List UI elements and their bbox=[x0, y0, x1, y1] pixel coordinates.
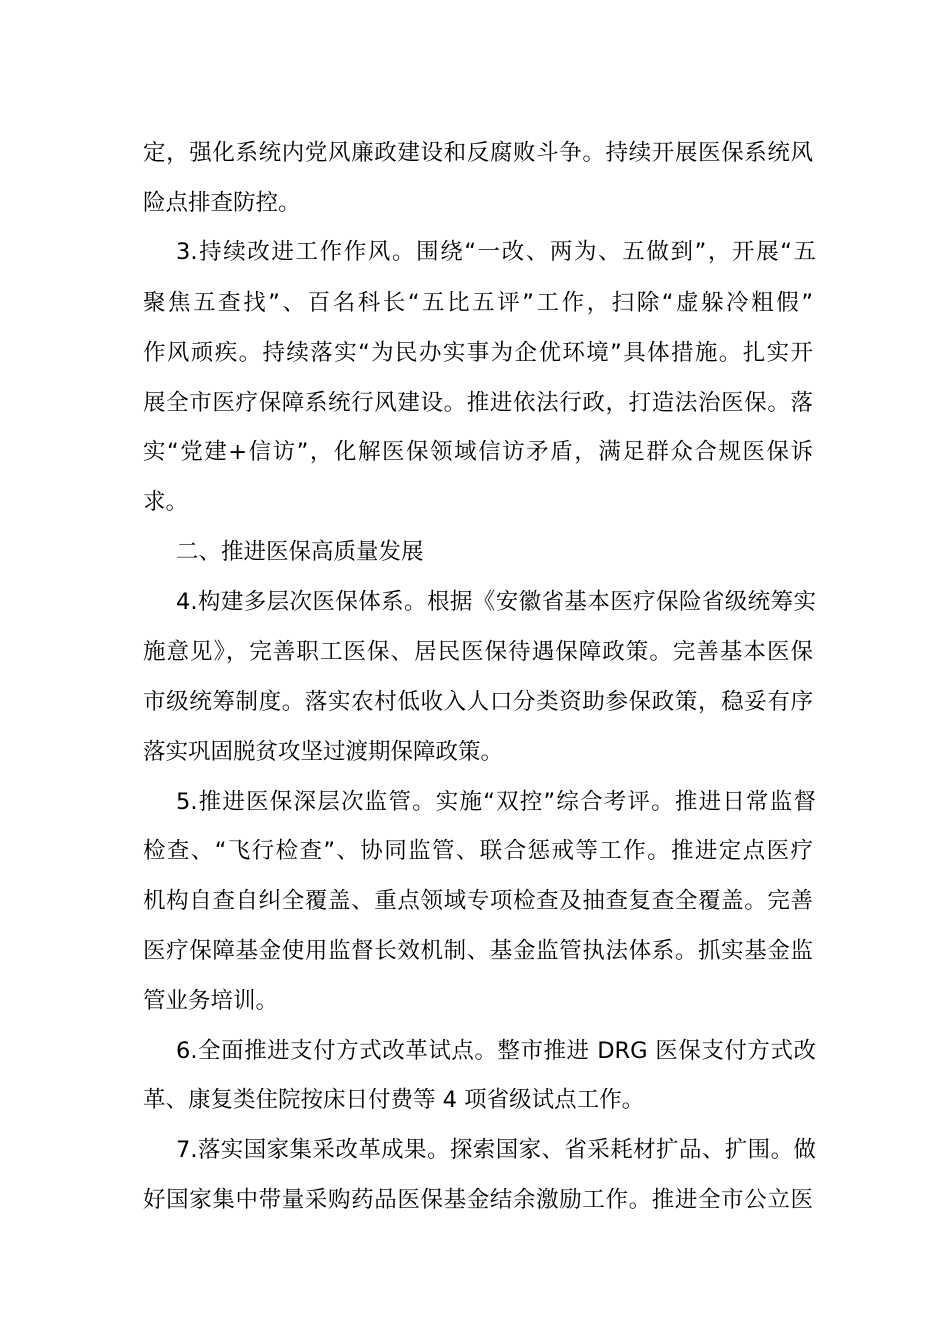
text-line: 革、康复类住院按床日付费等 4 项省级试点工作。 bbox=[143, 1087, 645, 1113]
text-line: 3.持续改进工作作风。围绕“一改、两为、五做到”，开展“五 bbox=[176, 239, 816, 265]
section-heading: 二、推进医保高质量发展 bbox=[176, 539, 424, 565]
text-line: 施意见》，完善职工医保、居民医保待遇保障政策。完善基本医保 bbox=[143, 639, 813, 665]
text-line: 定，强化系统内党风廉政建设和反腐败斗争。持续开展医保系统风 bbox=[143, 140, 813, 166]
text-line: 落实巩固脱贫攻坚过渡期保障政策。 bbox=[143, 739, 504, 765]
text-line: 5.推进医保深层次监管。实施“双控”综合考评。推进日常监督 bbox=[176, 789, 816, 815]
text-line: 4.构建多层次医保体系。根据《安徽省基本医疗保险省级统筹实 bbox=[176, 589, 816, 615]
text-line: 作风顽疾。持续落实“为民办实事为企优环境”具体措施。扎实开 bbox=[143, 340, 813, 366]
text-line: 聚焦五查找”、百名科长“五比五评”工作，扫除“虚躲冷粗假” bbox=[143, 290, 813, 316]
text-line: 7.落实国家集采改革成果。探索国家、省采耗材扩品、扩围。做 bbox=[176, 1137, 816, 1163]
text-line: 管业务培训。 bbox=[143, 988, 279, 1014]
text-line: 实“党建+信访”，化解医保领域信访矛盾，满足群众合规医保诉 bbox=[143, 439, 813, 465]
text-line: 求。 bbox=[143, 489, 189, 515]
text-line: 6.全面推进支付方式改革试点。整市推进 DRG 医保支付方式改 bbox=[176, 1038, 816, 1064]
text-line: 检查、“飞行检查”、协同监管、联合惩戒等工作。推进定点医疗 bbox=[143, 838, 813, 864]
text-line: 好国家集中带量采购药品医保基金结余激励工作。推进全市公立医 bbox=[143, 1187, 813, 1213]
text-line: 展全市医疗保障系统行风建设。推进依法行政，打造法治医保。落 bbox=[143, 390, 813, 416]
text-line: 机构自查自纠全覆盖、重点领域专项检查及抽查复查全覆盖。完善 bbox=[143, 888, 813, 914]
text-line: 险点排查防控。 bbox=[143, 190, 301, 216]
text-line: 市级统筹制度。落实农村低收入人口分类资助参保政策，稳妥有序 bbox=[143, 689, 813, 715]
text-line: 医疗保障基金使用监督长效机制、基金监管执法体系。抓实基金监 bbox=[143, 938, 813, 964]
